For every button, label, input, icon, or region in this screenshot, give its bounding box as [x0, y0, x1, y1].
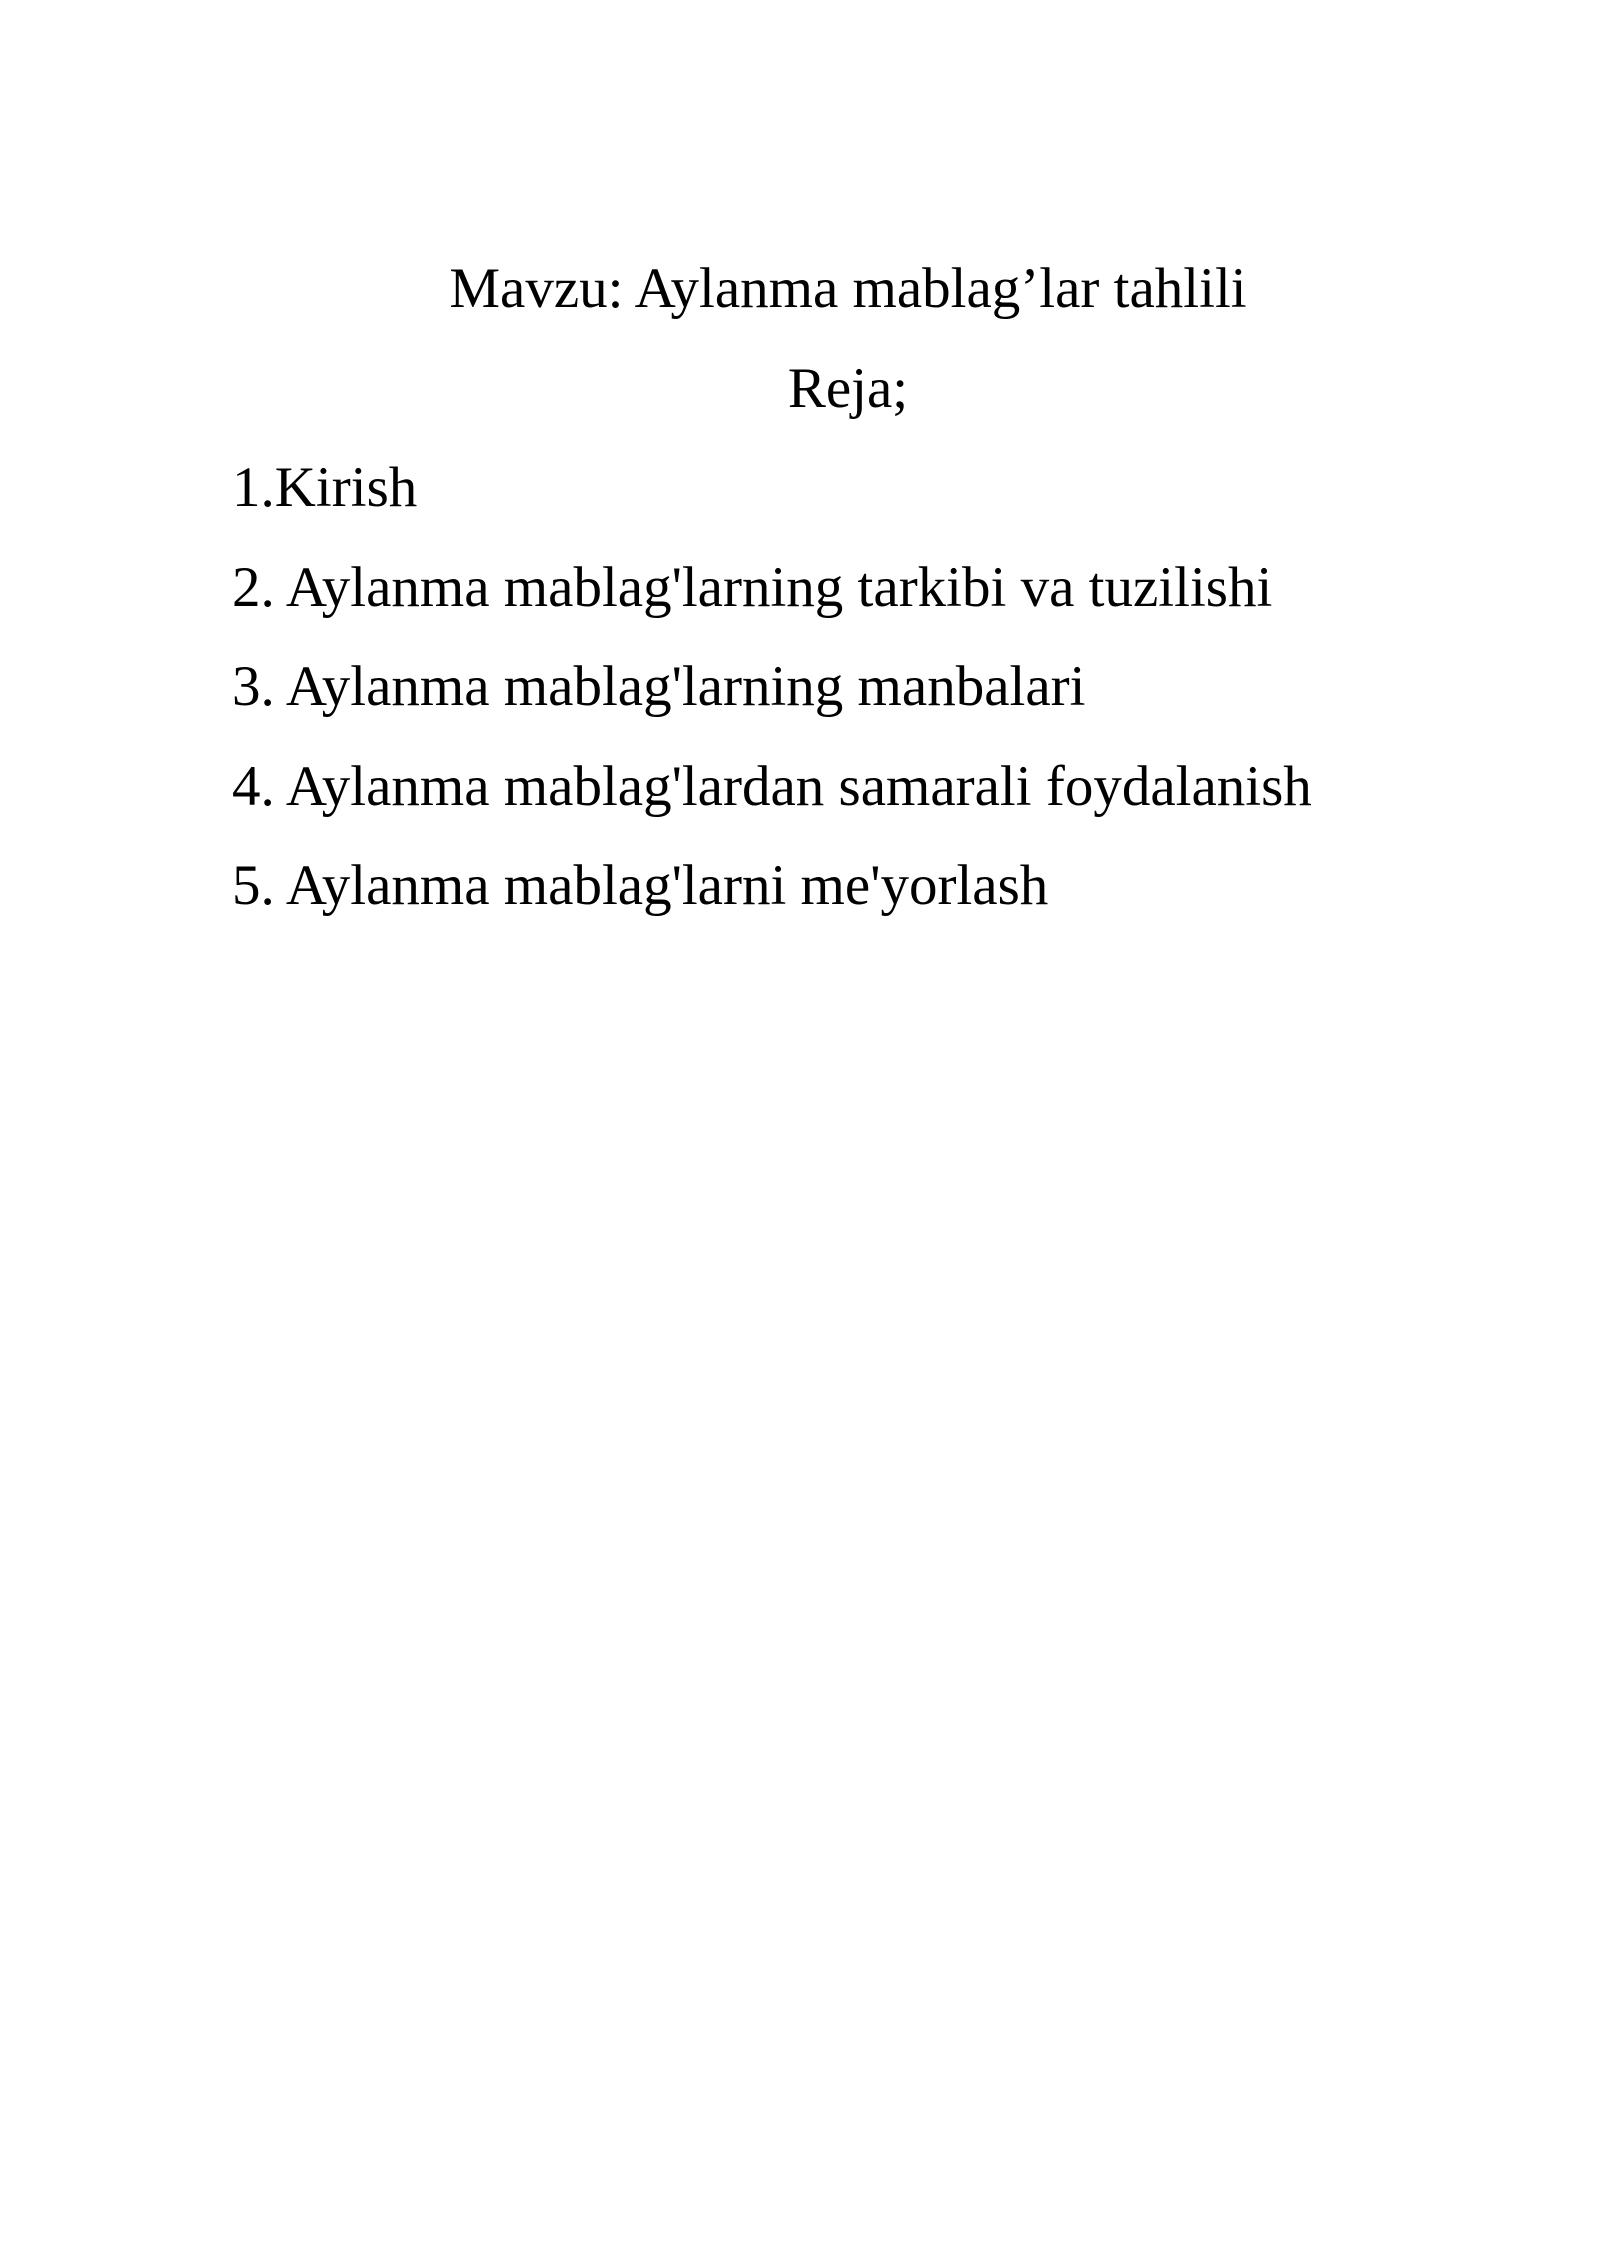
plan-item-introduction: 1.Kirish — [232, 456, 418, 519]
plan-heading: Reja; — [787, 356, 909, 420]
document-title: Mavzu: Aylanma mablag’lar tahlili — [449, 257, 1247, 320]
plan-item-efficient-use: 4. Aylanma mablag'lardan samarali foydalanish — [232, 754, 1312, 818]
document-body — [232, 239, 1464, 936]
plan-item-sources: 3. Aylanma mablag'larning manbalari — [232, 655, 1086, 718]
plan-item-normalization: 5. Aylanma mablag'larni me'yorlash — [232, 854, 1049, 917]
plan-list — [232, 438, 1464, 936]
plan-item-composition-structure: 2. Aylanma mablag'larning tarkibi va tuzilishi — [232, 555, 1273, 619]
